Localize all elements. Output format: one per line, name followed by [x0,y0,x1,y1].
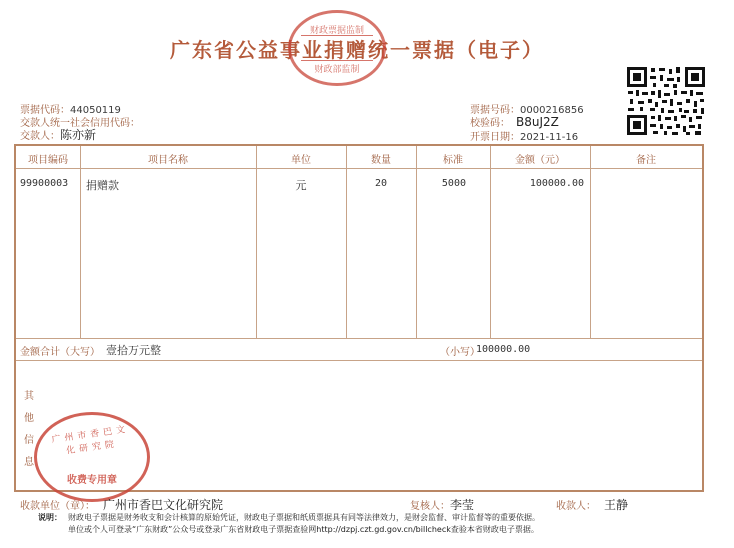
total-lower-label: （小写） [440,347,480,358]
explain-line-2: 单位或个人可登录“广东财政”公众号或登录广东省财政电子票据查验网http://dzpj.czt.gd.gov.cn/billcheck查验本省财政电子票据。 [68,525,539,534]
row-standard: 5000 [441,178,466,189]
other-info-label: 其 他 信 息 [24,391,34,468]
payer-row [20,126,96,143]
receiver-unit-label: 收款单位（章）： [20,501,95,512]
col-header-amount: 金额（元） [515,155,565,166]
issue-date-row [470,128,578,143]
reviewer-row [410,496,474,513]
check-code-row [470,114,559,129]
bill-number-value: 0000216856 [520,105,584,116]
seal-line-1: 财政票据监制 [309,26,364,36]
col-header-code: 项目编码 [28,155,68,166]
qr-code-icon [626,66,706,136]
payee-value: 王静 [604,498,629,512]
explain-line-1: 财政电子票据是财务收支和会计核算的原始凭证，财政电子票据和纸质票据具有同等法律效力，是财会监督、审计监督等的重要依据。 [68,513,540,522]
receiver-unit-value: 广州市香巴文化研究院 [103,498,224,512]
col-header-unit: 单位 [291,155,311,166]
total-upper-label: 金额合计（大写） [20,347,100,358]
col-header-qty: 数量 [371,155,391,166]
seal-line-2: 财政部监制 [314,65,360,75]
col-header-name: 项目名称 [148,155,188,166]
issue-date-label: 开票日期： [470,132,520,143]
payer-label: 交款人： [20,131,60,142]
payee-label: 收款人： [556,501,596,512]
supervision-seal [288,10,386,86]
col-header-remark: 备注 [636,155,656,166]
payer-value: 陈亦新 [60,128,97,142]
reviewer-value: 李莹 [450,498,475,512]
col-header-standard: 标准 [443,155,463,166]
fee-seal [34,412,150,502]
explain-label: 说明： [38,513,62,522]
total-lower-value: 100000.00 [476,344,531,355]
row-code: 99900003 [20,178,69,189]
check-code-value: B8uJ2Z [516,115,559,129]
issue-date-value: 2021-11-16 [520,132,579,143]
document-title: 广东省公益事业捐赠统一票据（电子） [170,38,544,62]
row-unit: 元 [295,179,307,192]
receiver-unit-row [20,496,223,513]
total-upper-value: 壹拾万元整 [106,344,161,357]
payee-row [556,496,628,513]
reviewer-label: 复核人： [410,501,450,512]
seal-ring-text: 广州市香巴文化研究院 [50,424,130,457]
check-code-label: 校验码： [470,118,510,129]
credit-code-label: 交款人统一社会信用代码： [20,118,140,129]
seal-center-text: 收费专用章 [67,475,117,486]
bill-code-label: 票据代码： [20,105,70,116]
bill-number-label: 票据号码： [470,105,520,116]
bill-code-value: 44050119 [70,105,121,116]
row-amount: 100000.00 [529,178,584,189]
row-qty: 20 [374,178,388,189]
row-name: 捐赠款 [86,179,119,192]
